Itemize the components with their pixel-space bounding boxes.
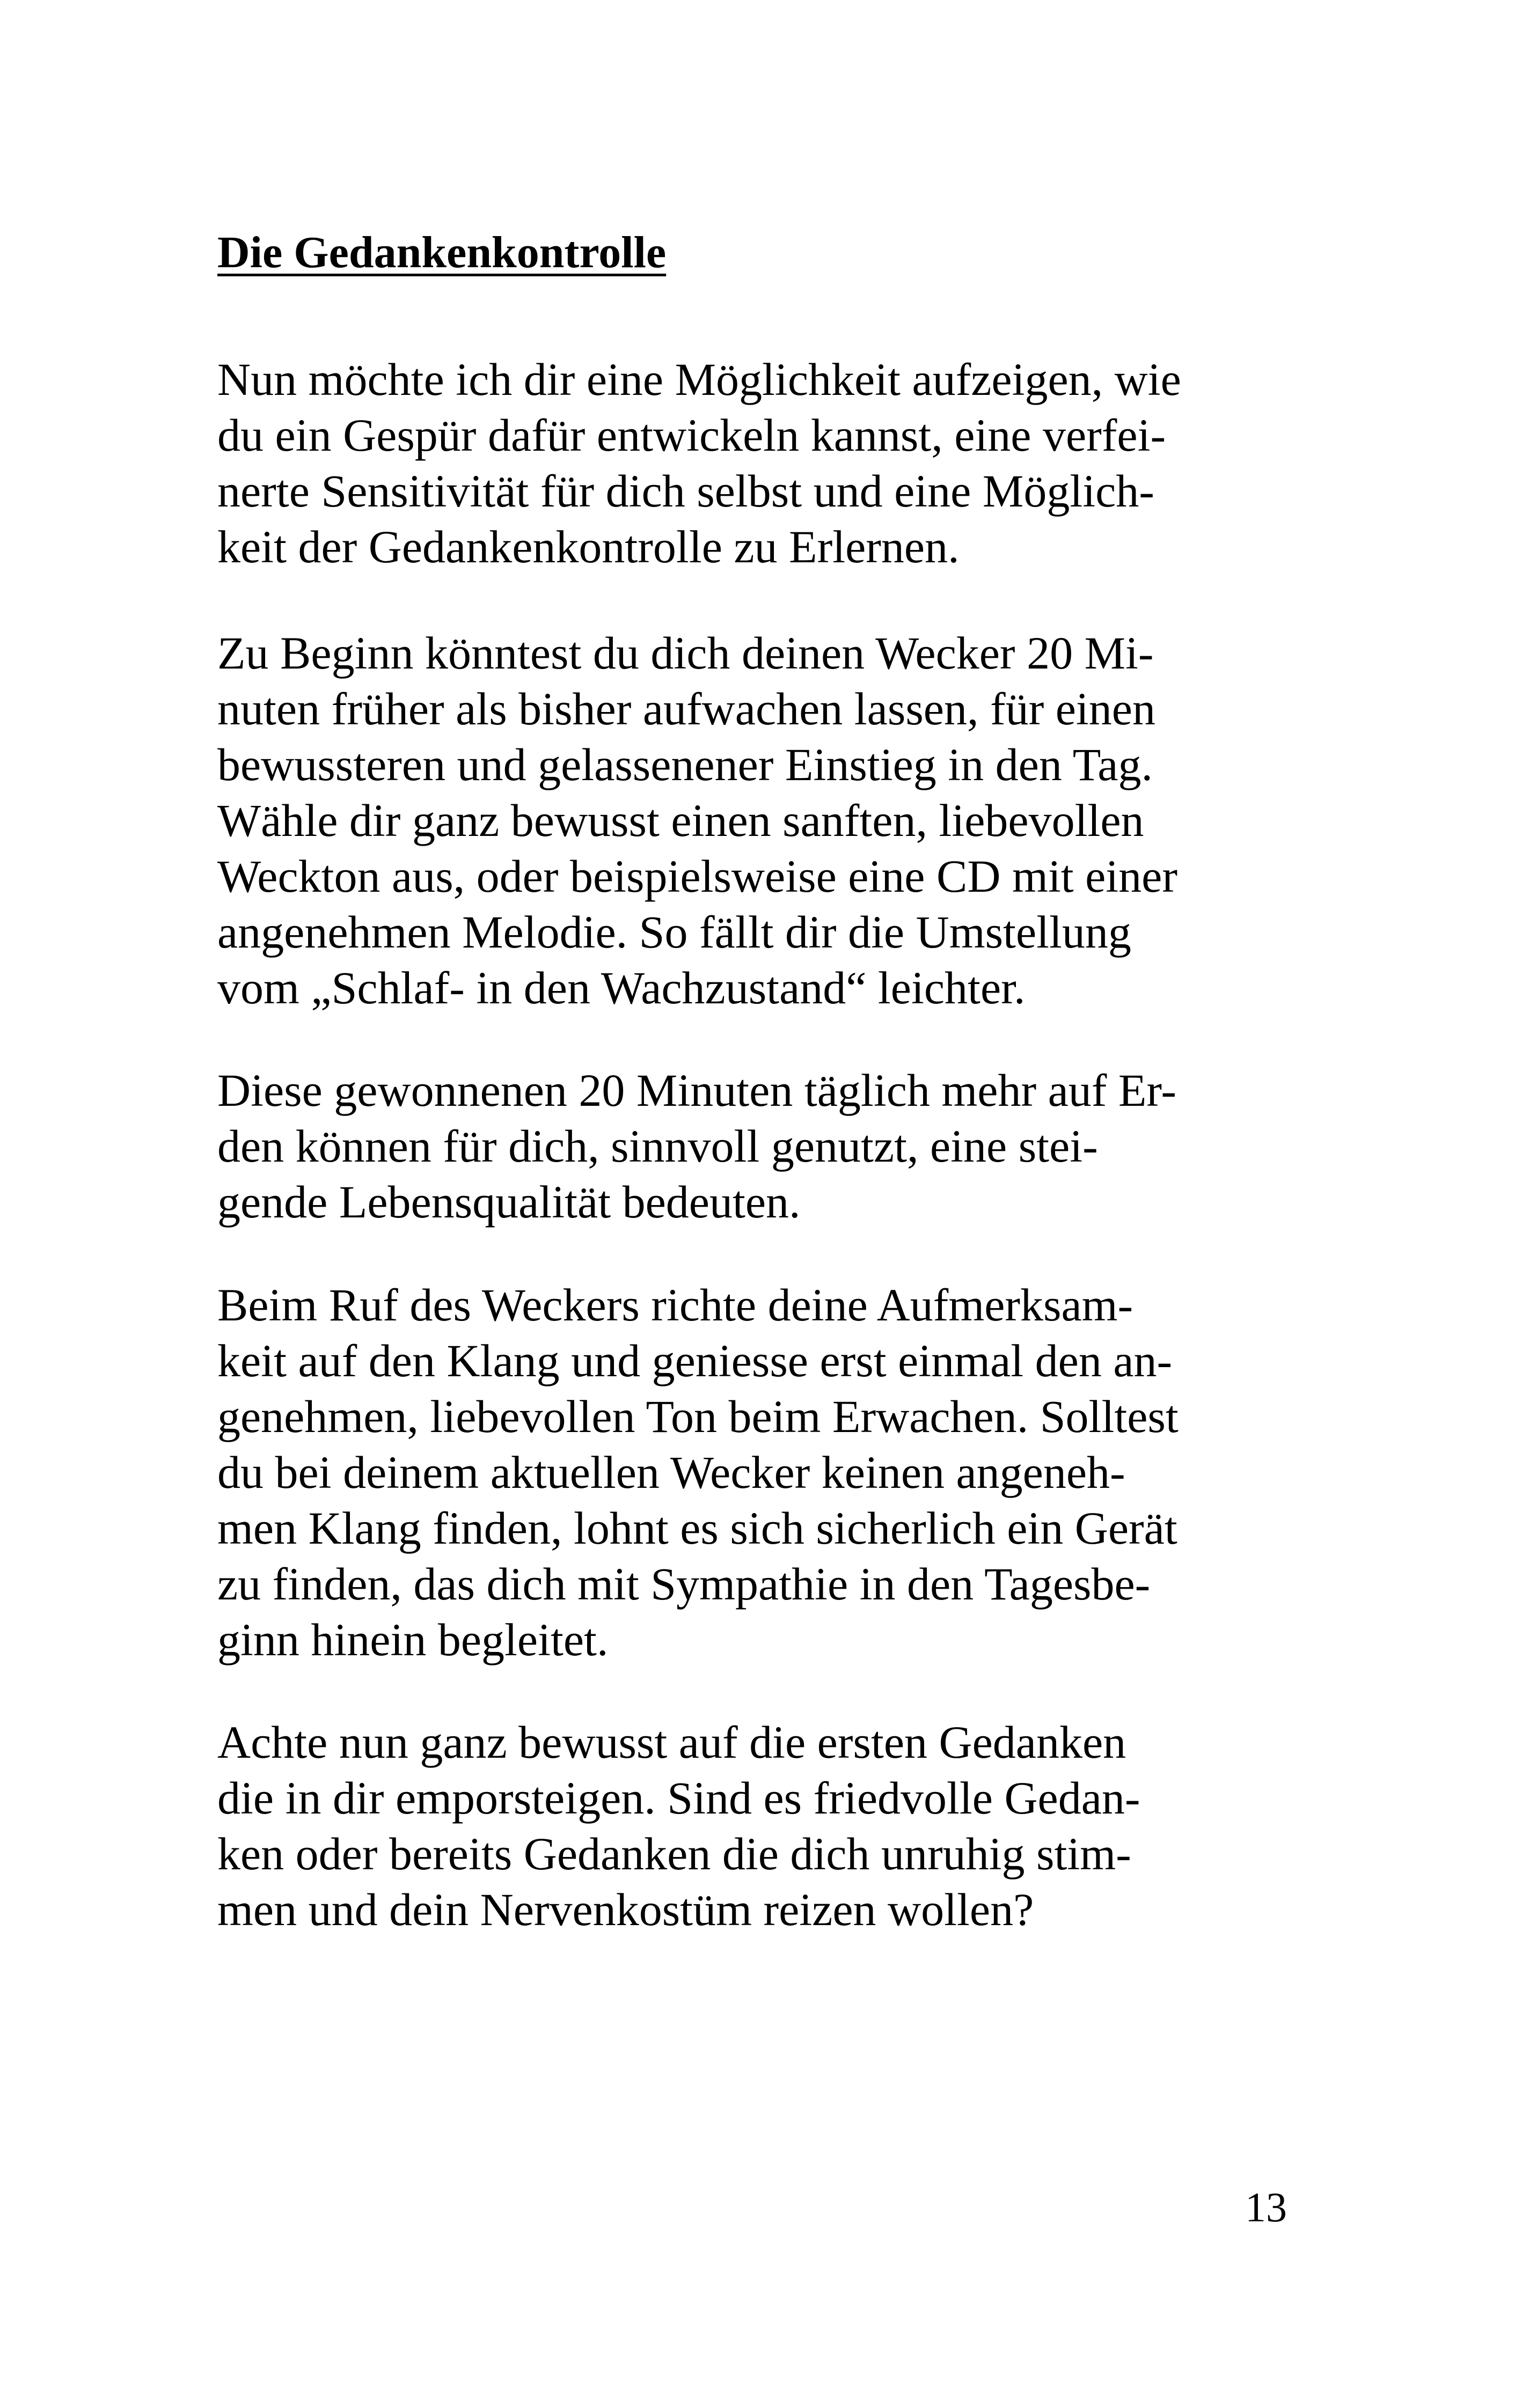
text-line: den können für dich, sinnvoll genutzt, eine stei- <box>217 1120 1098 1172</box>
text-line: ken oder bereits Gedanken die dich unruhig stim- <box>217 1828 1131 1880</box>
text-line: genehmen, liebevollen Ton beim Erwachen. Solltest <box>217 1391 1179 1442</box>
text-line: men und dein Nervenkostüm reizen wollen? <box>217 1884 1034 1935</box>
paragraph-1 <box>217 351 1181 575</box>
text-line: du bei deinem aktuellen Wecker keinen angeneh- <box>217 1447 1125 1498</box>
text-line: Nun möchte ich dir eine Möglichkeit aufzeigen, wie <box>217 354 1181 405</box>
text-line: nerte Sensitivität für dich selbst und eine Möglich- <box>217 465 1154 517</box>
chapter-heading: Die Gedankenkontrolle <box>217 227 667 277</box>
text-line: Zu Beginn könntest du dich deinen Wecker 20 Mi- <box>217 627 1154 679</box>
text-line: Achte nun ganz bewusst auf die ersten Gedanken <box>217 1716 1126 1768</box>
text-line: keit der Gedankenkontrolle zu Erlernen. <box>217 521 960 572</box>
text-line: nuten früher als bisher aufwachen lassen, für einen <box>217 683 1155 735</box>
text-line: Weckton aus, oder beispielsweise eine CD mit einer <box>217 850 1177 902</box>
text-line: Diese gewonnenen 20 Minuten täglich mehr auf Er- <box>217 1064 1176 1116</box>
text-line: zu finden, das dich mit Sympathie in den Tagesbe- <box>217 1558 1151 1610</box>
text-line: keit auf den Klang und geniesse erst einmal den an- <box>217 1335 1173 1386</box>
text-line: du ein Gespür dafür entwickeln kannst, eine verfei- <box>217 409 1166 461</box>
paragraph-2 <box>217 625 1177 1016</box>
page-number: 13 <box>1245 2184 1287 2230</box>
text-line: bewussteren und gelassenener Einstieg in den Tag. <box>217 739 1153 790</box>
text-line: Wähle dir ganz bewusst einen sanften, liebevollen <box>217 795 1144 846</box>
text-line: Beim Ruf des Weckers richte deine Aufmerksam- <box>217 1279 1133 1331</box>
text-line: gende Lebensqualität bedeuten. <box>217 1176 801 1228</box>
paragraph-5 <box>217 1714 1140 1937</box>
text-line: vom „Schlaf- in den Wachzustand“ leichter. <box>217 962 1026 1014</box>
text-line: die in dir emporsteigen. Sind es friedvolle Gedan- <box>217 1772 1140 1824</box>
paragraph-3 <box>217 1062 1176 1230</box>
paragraph-4 <box>217 1277 1179 1668</box>
text-line: ginn hinein begleitet. <box>217 1614 609 1665</box>
text-line: men Klang finden, lohnt es sich sicherlich ein Gerät <box>217 1502 1177 1554</box>
text-line: angenehmen Melodie. So fällt dir die Umstellung <box>217 906 1131 958</box>
